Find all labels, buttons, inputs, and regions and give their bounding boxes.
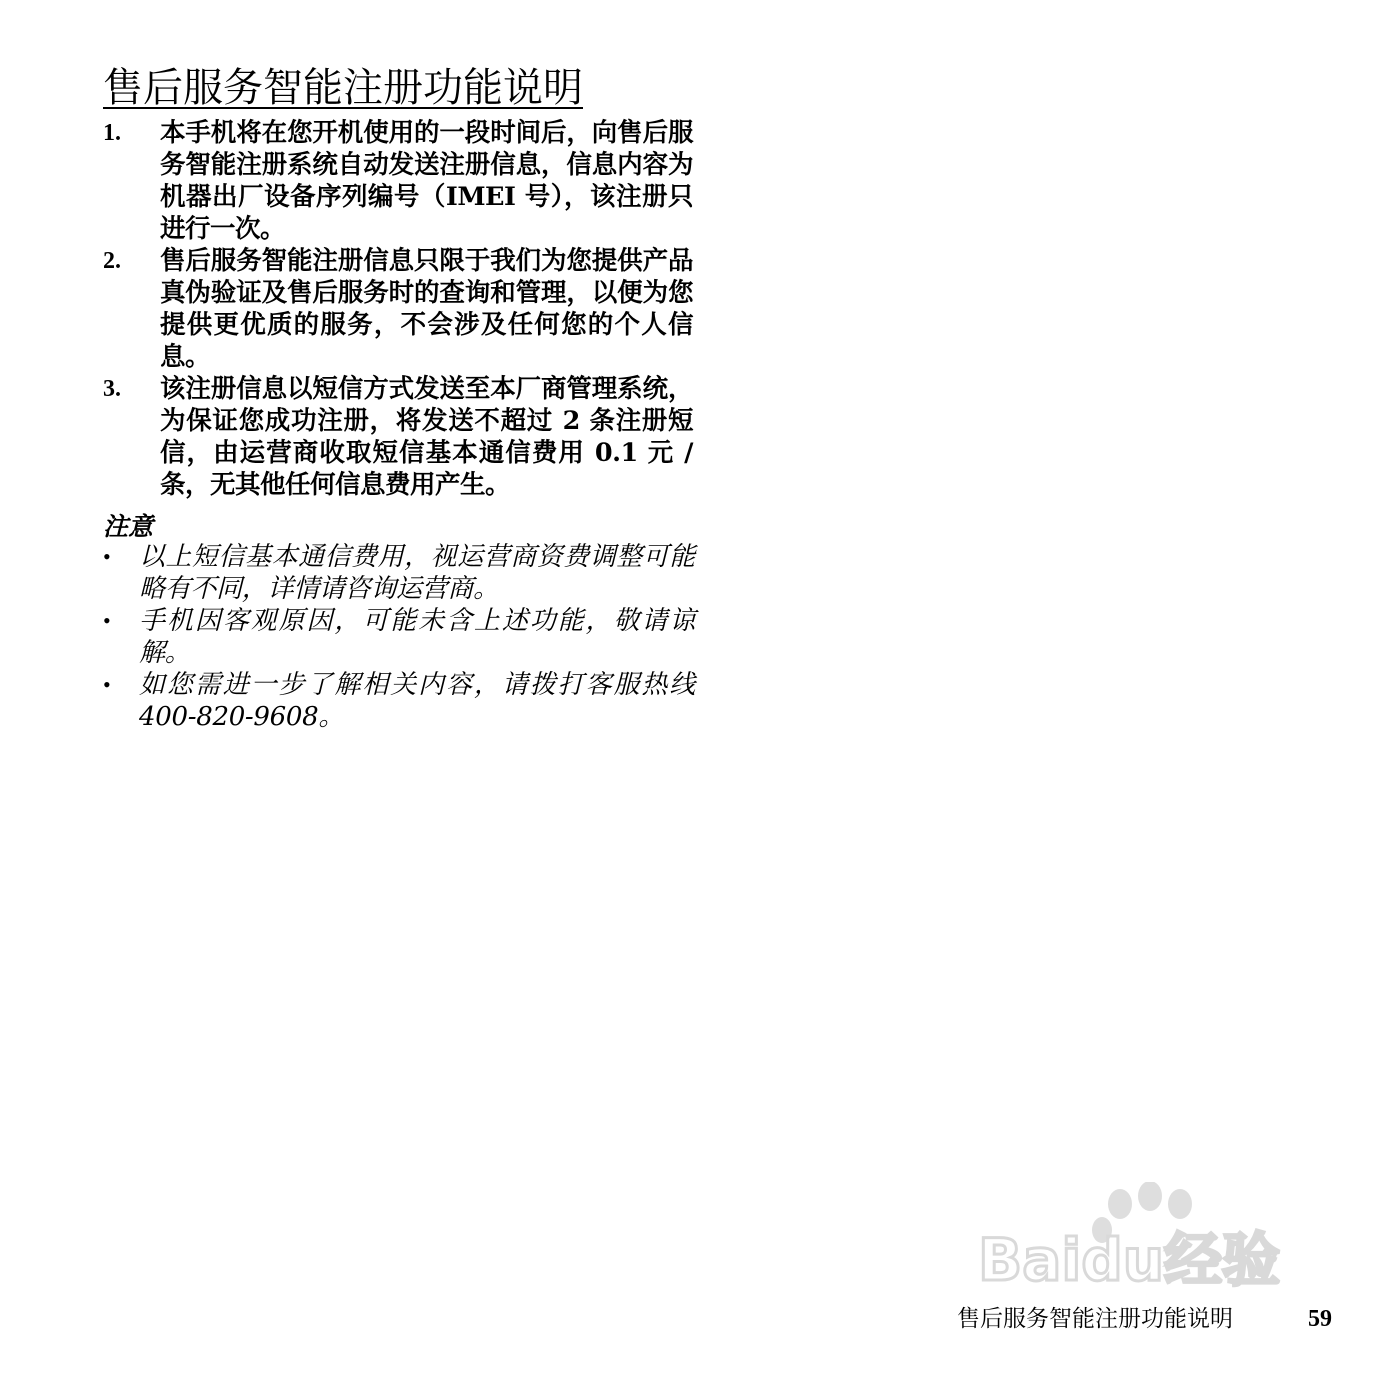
list-item [103,117,693,245]
bullet-icon: • [103,544,111,569]
item-number: 2. [103,248,121,274]
item-number: 3. [103,376,121,402]
footer-title: 售后服务智能注册功能说明 [957,1306,1233,1332]
svg-text:Baidu经验: Baidu经验 [978,1226,1281,1292]
item-text: 售后服务智能注册信息只限于我们为您提供产品真伪验证及售后服务时的查询和管理，以便为您提供更优质的服务，不会涉及任何您的个人信息。 [160,246,693,372]
list-item [103,373,693,501]
note-item [103,669,695,733]
bullet-icon: • [103,672,111,697]
notes-heading: 注意 [103,512,154,541]
note-text: 如您需进一步了解相关内容，请拨打客服热线 400-820-9608。 [139,670,695,732]
notes-list [103,541,695,733]
item-number: 1. [103,120,121,146]
page-title: 售后服务智能注册功能说明 [103,65,583,111]
note-text: 以上短信基本通信费用，视运营商资费调整可能略有不同，详情请咨询运营商。 [139,542,695,604]
list-item [103,245,693,373]
baidu-watermark-logo [978,1182,1308,1292]
note-text: 手机因客观原因，可能未含上述功能，敬请谅解。 [139,606,695,668]
note-item [103,541,695,605]
item-text: 本手机将在您开机使用的一段时间后，向售后服务智能注册系统自动发送注册信息，信息内容为机器出厂设备序列编号（IMEI 号），该注册只进行一次。 [160,118,693,244]
item-text: 该注册信息以短信方式发送至本厂商管理系统，为保证您成功注册，将发送不超过 2 条注册短信，由运营商收取短信基本通信费用 0.1 元 / 条，无其他任何信息费用产生。 [160,374,693,500]
page-number: 59 [1308,1306,1332,1332]
note-item [103,605,695,669]
numbered-list [103,117,693,501]
bullet-icon: • [103,608,111,633]
